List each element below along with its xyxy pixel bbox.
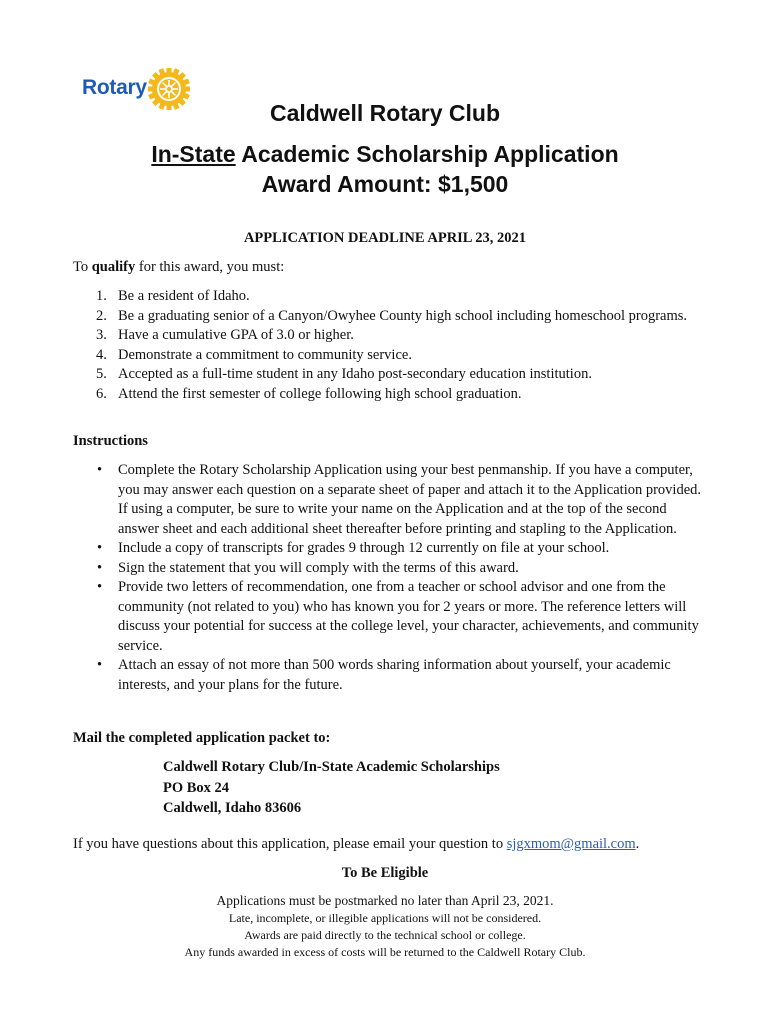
qualify-before: To: [73, 259, 92, 275]
requirement-text: Demonstrate a commitment to community service.: [118, 346, 412, 363]
qualify-after: for this award, you must:: [135, 259, 285, 275]
address-line: Caldwell, Idaho 83606: [163, 800, 302, 816]
requirement-text: Be a resident of Idaho.: [118, 288, 250, 304]
bullet-icon: •: [97, 462, 103, 478]
requirement-number: 6.: [96, 385, 107, 402]
requirement-number: 3.: [96, 327, 107, 343]
eligibility-line: Any funds awarded in excess of costs will be returned to the Caldwell Rotary Club.: [184, 945, 586, 959]
application-deadline: APPLICATION DEADLINE APRIL 23, 2021: [243, 230, 527, 246]
instruction-text: Include a copy of transcripts for grades 9 through 12 currently on file at your school.: [118, 540, 610, 556]
requirement-text: Attend the first semester of college following high school graduation.: [118, 385, 522, 402]
award-amount: Award Amount: $1,500: [261, 171, 509, 197]
bullet-icon: •: [97, 657, 103, 673]
application-title-rest: Academic Scholarship Application: [235, 141, 619, 167]
mailing-address: [163, 758, 500, 820]
requirement-item: [73, 346, 713, 366]
requirement-number: 1.: [96, 288, 107, 304]
requirement-item: [73, 287, 713, 307]
instruction-text: Attach an essay of not more than 500 words sharing information about yourself, your academic interests, and your plans for the future.: [118, 657, 671, 693]
requirement-number: 5.: [96, 366, 107, 382]
requirement-number: 2.: [96, 307, 107, 324]
bullet-icon: •: [97, 540, 103, 556]
qualify-bold: qualify: [91, 259, 136, 275]
instruction-text: Sign the statement that you will comply with the terms of this award.: [118, 559, 519, 576]
application-title: [0, 141, 770, 168]
address-line: Caldwell Rotary Club/In-State Academic Scholarships: [163, 759, 500, 775]
requirements-list: [73, 287, 713, 404]
instruction-text: Provide two letters of recommendation, one from a teacher or school advisor and one from the community (not related to you) who has known you for 2 years or more. The reference letters will discuss your potential for success at the college level, your character, achievements, and community service.: [118, 579, 699, 654]
bullet-icon: •: [97, 559, 103, 576]
requirement-text: Accepted as a full-time student in any Idaho post-secondary education institution.: [118, 366, 592, 382]
eligibility-line: Late, incomplete, or illegible applications will not be considered.: [228, 911, 542, 925]
requirement-text: Be a graduating senior of a Canyon/Owyhee County high school including homeschool programs.: [118, 307, 688, 324]
instructions-heading: Instructions: [73, 433, 148, 449]
in-state-label: In-State: [151, 141, 236, 167]
mail-heading: Mail the completed application packet to:: [73, 730, 331, 746]
requirement-text: Have a cumulative GPA of 3.0 or higher.: [118, 327, 354, 343]
instruction-item: [73, 578, 703, 656]
questions-end: .: [635, 836, 640, 852]
requirement-item: [73, 365, 713, 385]
qualify-intro: [73, 258, 284, 278]
bullet-icon: •: [97, 579, 103, 595]
requirement-item: [73, 326, 713, 346]
requirement-number: 4.: [96, 346, 107, 363]
questions-text: If you have questions about this application, please email your question to: [73, 836, 507, 852]
instruction-item: [73, 559, 703, 579]
instructions-list: [73, 461, 703, 695]
eligibility-heading: To Be Eligible: [341, 865, 429, 881]
rotary-logo-text: Rotary: [82, 76, 147, 99]
requirement-item: [73, 307, 713, 327]
eligibility-line: Awards are paid directly to the technical school or college.: [244, 928, 526, 942]
instruction-item: [73, 539, 703, 559]
instruction-text: Complete the Rotary Scholarship Application using your best penmanship. If you have a computer, you may answer each question on a separate sheet of paper and attach it to the Application provided. If using a computer, be sure to write your name on the Application and at the top of the second answer sheet and each additional sheet thereafter before printing and stapling to the Application.: [118, 462, 702, 537]
instruction-item: [73, 461, 703, 539]
club-title: Caldwell Rotary Club: [269, 100, 501, 126]
instruction-item: [73, 656, 703, 695]
requirement-item: [73, 385, 713, 405]
eligibility-line: Applications must be postmarked no later than April 23, 2021.: [216, 893, 554, 908]
address-line: PO Box 24: [163, 779, 230, 796]
contact-email-link[interactable]: sjgxmom@gmail.com: [506, 836, 636, 852]
questions-line: [73, 835, 753, 855]
